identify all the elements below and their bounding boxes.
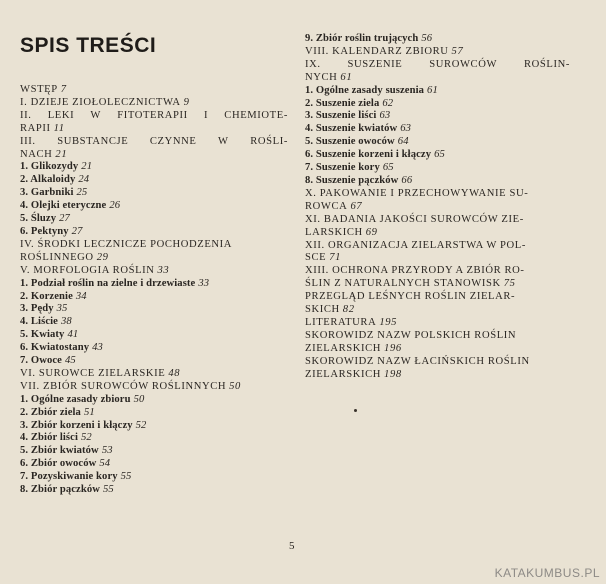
toc-entry-title: 8. Zbiór pączków	[20, 484, 100, 496]
toc-entry-title: XI. BADANIA JAKOŚCI SUROWCÓW ZIE-	[305, 213, 524, 225]
toc-entry-page: 63	[400, 123, 412, 135]
toc-entry-word: I	[203, 109, 209, 121]
toc-entry	[305, 175, 570, 188]
toc-entry-page: 52	[81, 432, 92, 444]
toc-entry	[20, 394, 288, 407]
toc-entry-title: 2. Suszenie ziela	[305, 97, 380, 109]
toc-entry-word: SUROWCÓW	[429, 58, 498, 70]
toc-entry-page: 195	[379, 316, 398, 328]
toc-entry-page: 48	[168, 367, 181, 379]
toc-entry-page: 50	[229, 380, 241, 392]
toc-entry	[20, 445, 288, 458]
toc-entry	[305, 123, 570, 136]
print-speck	[354, 409, 357, 412]
toc-entry	[305, 304, 570, 317]
toc-entry-title: X. PAKOWANIE I PRZECHOWYWANIE SU-	[305, 187, 529, 199]
toc-entry-page: 26	[109, 200, 121, 212]
toc-entry-title: 6. Pektyny	[20, 225, 69, 237]
toc-entry	[305, 252, 570, 265]
toc-entry-word: II.	[20, 109, 32, 121]
toc-entry	[20, 291, 288, 304]
toc-entry-title: 4. Olejki eteryczne	[20, 200, 107, 212]
toc-entry	[20, 420, 288, 433]
toc-entry	[305, 227, 570, 240]
toc-entry	[20, 136, 288, 149]
toc-entry-page: 34	[75, 290, 87, 302]
toc-entry	[305, 162, 570, 175]
toc-entry	[20, 213, 288, 226]
toc-entry-title: 5. Śluzy	[20, 213, 57, 225]
toc-entry-title: 1. Ogólne zasady suszenia	[305, 84, 425, 96]
toc-entry-title: 7. Pozyskiwanie kory	[20, 471, 118, 483]
toc-entry	[20, 407, 288, 420]
toc-entry-word: CHEMIOTE-	[224, 109, 288, 121]
toc-entry-page: 55	[102, 484, 114, 496]
toc-entry-page: 57	[451, 45, 464, 57]
toc-entry-page: 56	[421, 33, 433, 44]
toc-entry-title: ROŚLINNEGO	[20, 251, 94, 263]
toc-entry-title: 5. Kwiaty	[20, 329, 65, 341]
toc-entry	[305, 110, 570, 123]
toc-entry-page: 53	[101, 445, 113, 457]
toc-entry	[305, 136, 570, 149]
toc-entry	[20, 303, 288, 316]
toc-entry-title: XIII. OCHRONA PRZYRODY A ZBIÓR RO-	[305, 265, 525, 277]
toc-entry-title: IV. ŚRODKI LECZNICZE POCHODZENIA	[20, 238, 233, 250]
toc-entry	[20, 381, 288, 394]
toc-entry-page: 69	[365, 226, 378, 238]
toc-entry	[305, 85, 570, 98]
page-title: SPIS TREŚCI	[20, 34, 157, 57]
toc-entry	[305, 330, 570, 343]
toc-entry-page: 196	[384, 342, 402, 354]
toc-entry-title: NYCH	[305, 71, 338, 83]
toc-entry-word: CZYNNE	[149, 135, 197, 147]
page-number: 5	[289, 540, 295, 552]
toc-left-column	[20, 84, 288, 497]
toc-entry	[305, 291, 570, 304]
toc-entry-title: VI. SUROWCE ZIELARSKIE	[20, 367, 166, 379]
toc-entry-title: XII. ORGANIZACJA ZIELARSTWA W POL-	[305, 239, 526, 251]
toc-entry-title: 5. Suszenie owoców	[305, 136, 395, 148]
toc-entry-title: 3. Garbniki	[20, 187, 74, 199]
toc-entry	[20, 123, 288, 136]
toc-entry-title: NACH	[20, 148, 53, 160]
toc-entry	[20, 97, 288, 110]
toc-entry-page: 55	[120, 471, 132, 483]
toc-entry-page: 52	[135, 419, 147, 431]
toc-entry-page: 50	[133, 393, 145, 405]
toc-entry-title: 4. Zbiór liści	[20, 432, 79, 444]
toc-entry-title: SKOROWIDZ NAZW POLSKICH ROŚLIN	[305, 329, 517, 341]
toc-entry-word: LEKI	[47, 109, 75, 121]
toc-entry	[20, 329, 288, 342]
toc-entry-title: 3. Suszenie liści	[305, 110, 377, 122]
toc-entry-title: WSTĘP	[20, 84, 58, 95]
toc-entry-title: VIII. KALENDARZ ZBIORU	[305, 45, 449, 57]
toc-entry-page: 11	[53, 122, 65, 134]
watermark: KATAKUMBUS.PL	[494, 566, 600, 580]
toc-entry	[305, 59, 570, 72]
toc-entry-title: SKICH	[305, 304, 340, 316]
toc-entry-page: 35	[56, 303, 68, 315]
toc-entry	[20, 187, 288, 200]
toc-entry-page: 62	[382, 97, 394, 109]
toc-entry-page: 63	[379, 110, 391, 122]
toc-entry	[305, 46, 570, 59]
toc-entry-page: 67	[350, 200, 363, 212]
toc-entry	[305, 278, 570, 291]
toc-entry	[20, 278, 288, 291]
toc-entry-title: 1. Podział roślin na zielne i drzewiaste	[20, 277, 196, 289]
toc-entry	[305, 214, 570, 227]
toc-entry-title: SKOROWIDZ NAZW ŁACIŃSKICH ROŚLIN	[305, 355, 530, 367]
toc-entry-title: I. DZIEJE ZIOŁOLECZNICTWA	[20, 96, 181, 108]
toc-entry-page: 41	[67, 329, 79, 341]
toc-entry-page: 45	[65, 355, 76, 367]
toc-right-column	[305, 33, 570, 381]
toc-entry-title: 1. Ogólne zasady zbioru	[20, 393, 131, 405]
toc-entry-title: V. MORFOLOGIA ROŚLIN	[20, 264, 155, 276]
toc-entry-title: 3. Pędy	[20, 303, 54, 315]
toc-entry-title: 4. Liście	[20, 316, 58, 328]
toc-entry-page: 66	[401, 174, 413, 186]
toc-entry-page: 33	[198, 277, 210, 289]
toc-entry-title: 6. Suszenie korzeni i kłączy	[305, 149, 432, 161]
toc-entry	[20, 368, 288, 381]
toc-entry-page: 65	[434, 149, 445, 161]
toc-entry-title: 8. Suszenie pączków	[305, 174, 399, 186]
toc-entry-title: 3. Zbiór korzeni i kłączy	[20, 419, 133, 431]
toc-entry	[305, 356, 570, 369]
toc-entry-title: 6. Zbiór owoców	[20, 458, 97, 470]
toc-entry	[20, 484, 288, 497]
toc-entry-title: 2. Alkaloidy	[20, 174, 76, 186]
toc-entry	[20, 149, 288, 162]
toc-entry-title: LITERATURA	[305, 316, 377, 328]
toc-entry-page: 43	[92, 342, 103, 354]
toc-entry-page: 27	[59, 213, 70, 225]
toc-entry	[305, 33, 570, 46]
toc-entry	[20, 174, 288, 187]
toc-entry-word: ROŚLIN-	[523, 58, 570, 70]
toc-entry-page: 71	[329, 252, 342, 264]
toc-entry	[20, 342, 288, 355]
toc-entry-word: FITOTERAPII	[117, 109, 188, 121]
toc-entry-title: 7. Suszenie kory	[305, 162, 380, 174]
toc-entry-word: ROŚLI-	[250, 135, 288, 147]
toc-entry-title: 2. Zbiór ziela	[20, 406, 81, 418]
toc-entry-page: 33	[157, 264, 170, 276]
toc-entry-page: 61	[340, 71, 353, 83]
toc-entry	[20, 265, 288, 278]
toc-entry	[20, 110, 288, 123]
toc-entry	[20, 84, 288, 97]
toc-entry-title: SCE	[305, 252, 327, 264]
toc-entry-title: PRZEGLĄD LEŚNYCH ROŚLIN ZIELAR-	[305, 291, 516, 303]
toc-entry-page: 54	[99, 458, 111, 470]
toc-entry-page: 82	[342, 304, 355, 316]
toc-entry	[20, 471, 288, 484]
toc-entry	[20, 226, 288, 239]
toc-entry-title: ZIELARSKICH	[305, 342, 382, 354]
toc-entry-page: 38	[60, 316, 72, 328]
toc-entry	[20, 252, 288, 265]
toc-entry-title: VII. ZBIÓR SUROWCÓW ROŚLINNYCH	[20, 380, 227, 392]
toc-entry	[20, 200, 288, 213]
toc-entry	[305, 369, 570, 382]
toc-entry-page: 75	[503, 278, 516, 290]
toc-entry-title: 6. Kwiatostany	[20, 342, 90, 354]
toc-entry-page: 61	[427, 84, 438, 96]
toc-entry-page: 27	[71, 225, 83, 237]
toc-entry	[20, 161, 288, 174]
toc-entry-title: RAPII	[20, 122, 51, 134]
toc-entry	[305, 149, 570, 162]
toc-entry-word: SUSZENIE	[347, 58, 403, 70]
toc-entry-title: ŚLIN Z NATURALNYCH STANOWISK	[305, 278, 501, 290]
toc-entry-page: 24	[78, 174, 90, 186]
toc-entry	[20, 355, 288, 368]
toc-entry-title: 9. Zbiór roślin trujących	[305, 33, 419, 44]
toc-entry	[305, 317, 570, 330]
toc-entry	[305, 201, 570, 214]
toc-entry	[20, 316, 288, 329]
toc-entry-page: 64	[397, 136, 409, 148]
toc-entry	[305, 188, 570, 201]
toc-entry-page: 25	[76, 187, 88, 199]
toc-entry	[305, 240, 570, 253]
toc-entry-title: 5. Zbiór kwiatów	[20, 445, 99, 457]
toc-entry-title: 2. Korzenie	[20, 290, 73, 302]
toc-entry-page: 21	[81, 161, 93, 173]
toc-entry-word: W	[218, 135, 229, 147]
toc-entry-title: ROWCA	[305, 200, 348, 212]
toc-entry-page: 65	[382, 162, 394, 174]
toc-entry	[305, 265, 570, 278]
toc-entry-word: III.	[20, 135, 36, 147]
toc-entry-word: W	[90, 109, 102, 121]
toc-entry-page: 198	[384, 368, 402, 380]
toc-entry-page: 21	[55, 148, 68, 160]
toc-entry-title: ZIELARSKICH	[305, 368, 382, 380]
toc-entry	[305, 343, 570, 356]
toc-entry-word: IX.	[305, 58, 321, 70]
toc-entry-title: 7. Owoce	[20, 355, 62, 367]
toc-entry-title: LARSKICH	[305, 226, 363, 238]
toc-entry	[305, 72, 570, 85]
toc-entry-page: 51	[83, 406, 95, 418]
toc-entry	[20, 458, 288, 471]
toc-entry	[20, 239, 288, 252]
toc-entry-page: 29	[96, 251, 109, 263]
toc-entry-page: 7	[60, 84, 67, 95]
toc-entry-title: 1. Glikozydy	[20, 161, 79, 173]
toc-entry	[305, 98, 570, 111]
toc-entry	[20, 432, 288, 445]
toc-entry-title: 4. Suszenie kwiatów	[305, 123, 398, 135]
toc-entry-word: SUBSTANCJE	[57, 135, 129, 147]
toc-entry-page: 9	[183, 96, 190, 108]
